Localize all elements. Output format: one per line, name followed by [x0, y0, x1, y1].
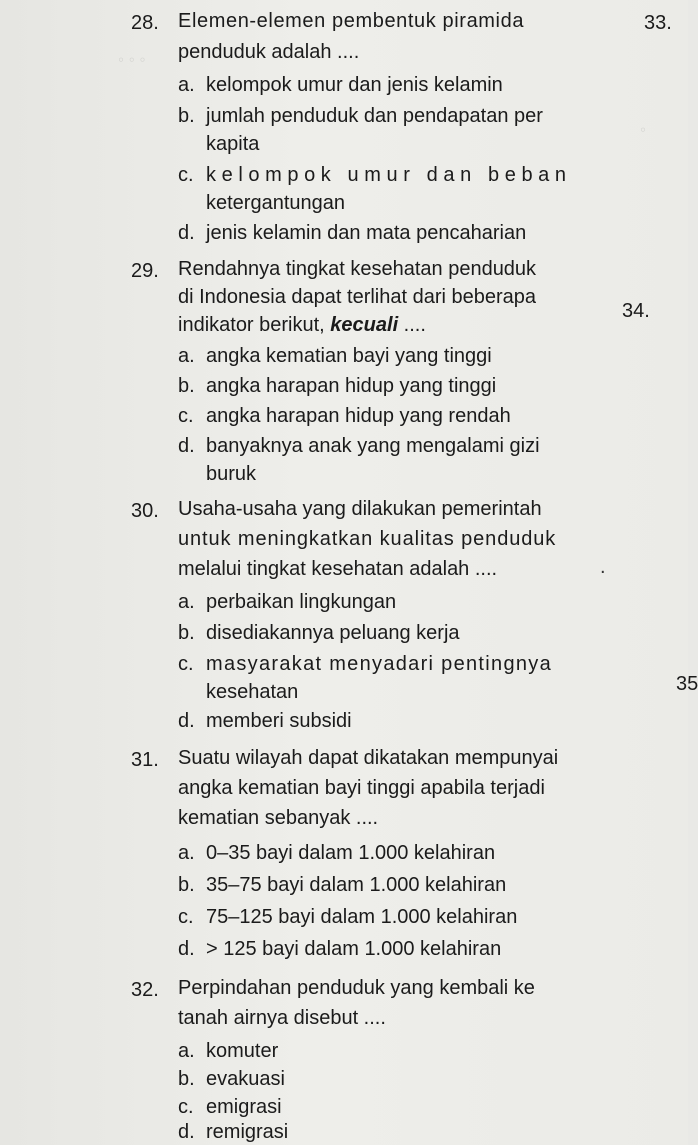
side-number-35: 35 — [676, 673, 698, 695]
question-text: angka kematian bayi tinggi apabila terjadi — [178, 777, 545, 799]
option-text: jenis kelamin dan mata pencaharian — [206, 222, 527, 244]
option-letter: c. — [178, 164, 194, 186]
side-number-34: 34. — [622, 300, 650, 322]
option-letter: a. — [178, 1040, 195, 1062]
option-letter: a. — [178, 74, 195, 96]
option-letter: c. — [178, 1096, 194, 1118]
option-letter: d. — [178, 435, 195, 457]
option-text: kapita — [206, 133, 260, 155]
option-text: disediakannya peluang kerja — [206, 622, 460, 644]
option-letter: b. — [178, 105, 195, 127]
option-text: banyaknya anak yang mengalami gizi — [206, 435, 540, 457]
option-text: ketergantungan — [206, 192, 346, 214]
question-text: Rendahnya tingkat kesehatan penduduk — [178, 258, 537, 280]
option-letter: b. — [178, 874, 195, 896]
question-number: 29. — [131, 260, 159, 282]
option-letter: b. — [178, 1068, 195, 1090]
option-text: 75–125 bayi dalam 1.000 kelahiran — [206, 906, 518, 928]
option-text: remigrasi — [206, 1121, 289, 1143]
question-text: Suatu wilayah dapat dikatakan mempunyai — [178, 747, 559, 769]
option-text: > 125 bayi dalam 1.000 kelahiran — [206, 938, 502, 960]
question-text: Usaha-usaha yang dilakukan pemerintah — [178, 498, 542, 520]
question-text: tanah airnya disebut .... — [178, 1007, 386, 1029]
question-text: indikator berikut, kecuali .... — [178, 314, 426, 336]
option-letter: a. — [178, 345, 195, 367]
option-text: evakuasi — [206, 1068, 285, 1090]
option-text: kelompok umur dan beban — [206, 164, 572, 186]
question-text: Perpindahan penduduk yang kembali ke — [178, 977, 535, 999]
question-text: kematian sebanyak .... — [178, 807, 379, 829]
option-text: angka kematian bayi yang tinggi — [206, 345, 492, 367]
question-text: Elemen-elemen pembentuk piramida — [178, 10, 525, 32]
show-through-text: ◦ — [640, 120, 647, 139]
option-text: kelompok umur dan jenis kelamin — [206, 74, 503, 96]
option-letter: a. — [178, 591, 195, 613]
option-text: masyarakat menyadari pentingnya — [206, 653, 553, 675]
stray-mark: . — [600, 556, 606, 578]
option-letter: d. — [178, 710, 195, 732]
question-number: 28. — [131, 12, 159, 34]
question-number: 31. — [131, 749, 159, 771]
side-number-33: 33. — [644, 12, 672, 34]
option-text: komuter — [206, 1040, 279, 1062]
question-number: 30. — [131, 500, 159, 522]
option-letter: b. — [178, 375, 195, 397]
question-text: di Indonesia dapat terlihat dari beberapa — [178, 286, 537, 308]
emphasis-kecuali: kecuali — [330, 314, 399, 336]
option-text: 0–35 bayi dalam 1.000 kelahiran — [206, 842, 496, 864]
question-number: 32. — [131, 979, 159, 1001]
option-text: emigrasi — [206, 1096, 282, 1118]
question-text: melalui tingkat kesehatan adalah .... — [178, 558, 498, 580]
option-letter: d. — [178, 222, 195, 244]
option-text: kesehatan — [206, 681, 299, 703]
option-letter: c. — [178, 405, 194, 427]
option-text: memberi subsidi — [206, 710, 352, 732]
option-text: buruk — [206, 463, 257, 485]
option-letter: d. — [178, 1121, 195, 1143]
option-letter: a. — [178, 842, 195, 864]
option-letter: b. — [178, 622, 195, 644]
option-letter: c. — [178, 906, 194, 928]
option-letter: c. — [178, 653, 194, 675]
option-text: jumlah penduduk dan pendapatan per — [206, 105, 543, 127]
option-text: perbaikan lingkungan — [206, 591, 397, 613]
option-text: 35–75 bayi dalam 1.000 kelahiran — [206, 874, 507, 896]
show-through-text: ◦ ◦ ◦ — [118, 50, 146, 69]
option-text: angka harapan hidup yang rendah — [206, 405, 511, 427]
question-text: untuk meningkatkan kualitas penduduk — [178, 528, 557, 550]
question-text: penduduk adalah .... — [178, 41, 360, 63]
option-letter: d. — [178, 938, 195, 960]
option-text: angka harapan hidup yang tinggi — [206, 375, 497, 397]
